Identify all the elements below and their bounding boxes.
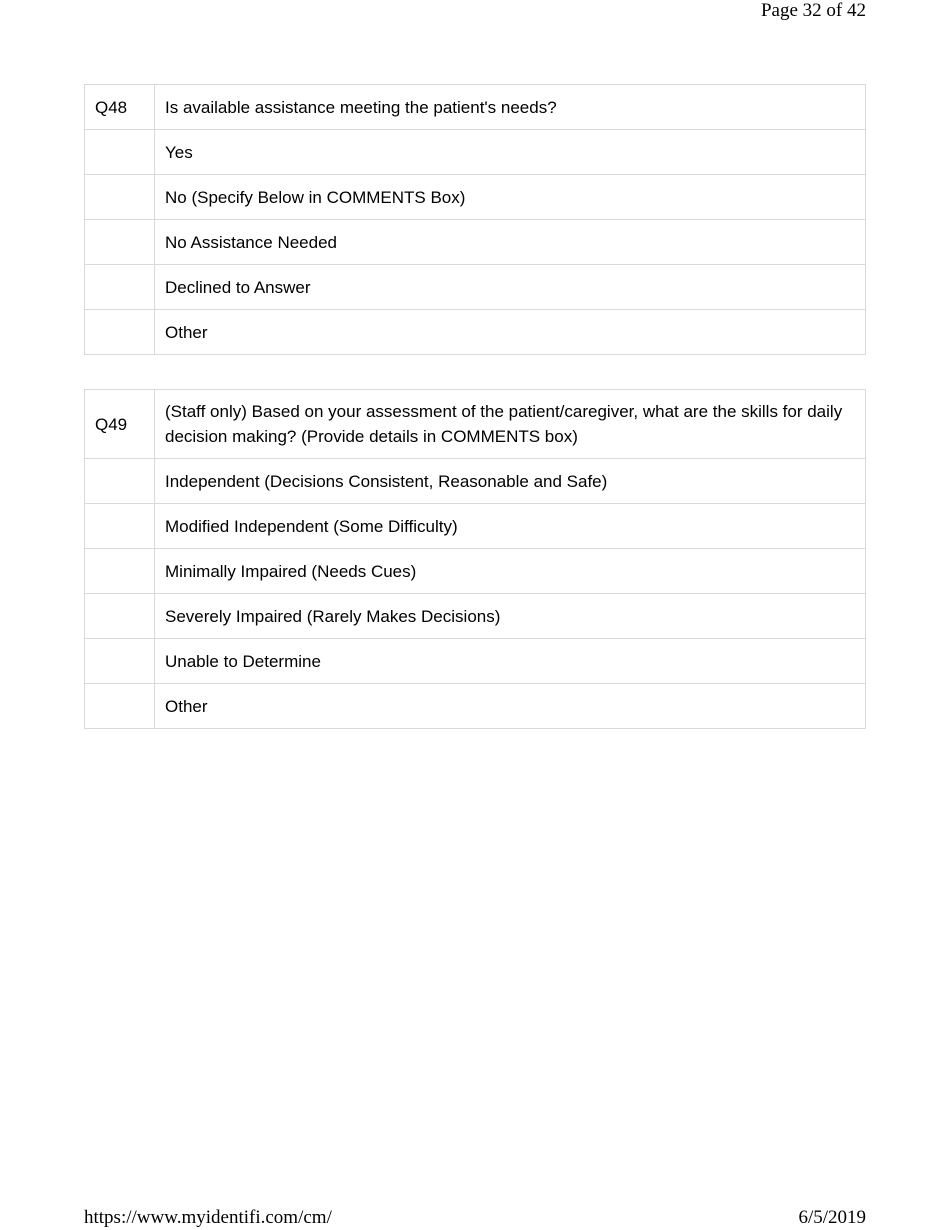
- option-blank-cell: [85, 175, 155, 220]
- question-text: Is available assistance meeting the patient's needs?: [155, 85, 866, 130]
- option-blank-cell: [85, 684, 155, 729]
- option-row: [85, 265, 866, 310]
- question-id: Q49: [85, 390, 155, 459]
- option-label: No Assistance Needed: [155, 220, 866, 265]
- page-number: Page 32 of 42: [760, 0, 866, 21]
- option-row: [85, 310, 866, 355]
- question-id: Q48: [85, 85, 155, 130]
- footer-date: 6/5/2019: [798, 1207, 866, 1228]
- option-label: Minimally Impaired (Needs Cues): [155, 549, 866, 594]
- option-row: [85, 220, 866, 265]
- option-blank-cell: [85, 310, 155, 355]
- option-blank-cell: [85, 220, 155, 265]
- option-blank-cell: [85, 639, 155, 684]
- question-row: [85, 85, 866, 130]
- option-label: Declined to Answer: [155, 265, 866, 310]
- option-label: Independent (Decisions Consistent, Reasonable and Safe): [155, 459, 866, 504]
- option-label: No (Specify Below in COMMENTS Box): [155, 175, 866, 220]
- option-row: [85, 504, 866, 549]
- question-text: (Staff only) Based on your assessment of the patient/caregiver, what are the skills for daily decision making? (Provide details in COMMENTS box): [155, 390, 866, 459]
- option-row: [85, 130, 866, 175]
- option-blank-cell: [85, 549, 155, 594]
- option-row: [85, 459, 866, 504]
- option-row: [85, 549, 866, 594]
- option-label: Unable to Determine: [155, 639, 866, 684]
- option-blank-cell: [85, 594, 155, 639]
- option-label: Other: [155, 684, 866, 729]
- question-row: [85, 390, 866, 459]
- question-table-q49: [84, 389, 866, 729]
- option-row: [85, 684, 866, 729]
- question-table-q48: [84, 84, 866, 355]
- option-blank-cell: [85, 459, 155, 504]
- option-blank-cell: [85, 265, 155, 310]
- option-label: Modified Independent (Some Difficulty): [155, 504, 866, 549]
- option-row: [85, 639, 866, 684]
- option-row: [85, 594, 866, 639]
- option-blank-cell: [85, 130, 155, 175]
- footer-url: https://www.myidentifi.com/cm/: [84, 1207, 332, 1228]
- option-row: [85, 175, 866, 220]
- option-blank-cell: [85, 504, 155, 549]
- option-label: Other: [155, 310, 866, 355]
- option-label: Yes: [155, 130, 866, 175]
- option-label: Severely Impaired (Rarely Makes Decisions): [155, 594, 866, 639]
